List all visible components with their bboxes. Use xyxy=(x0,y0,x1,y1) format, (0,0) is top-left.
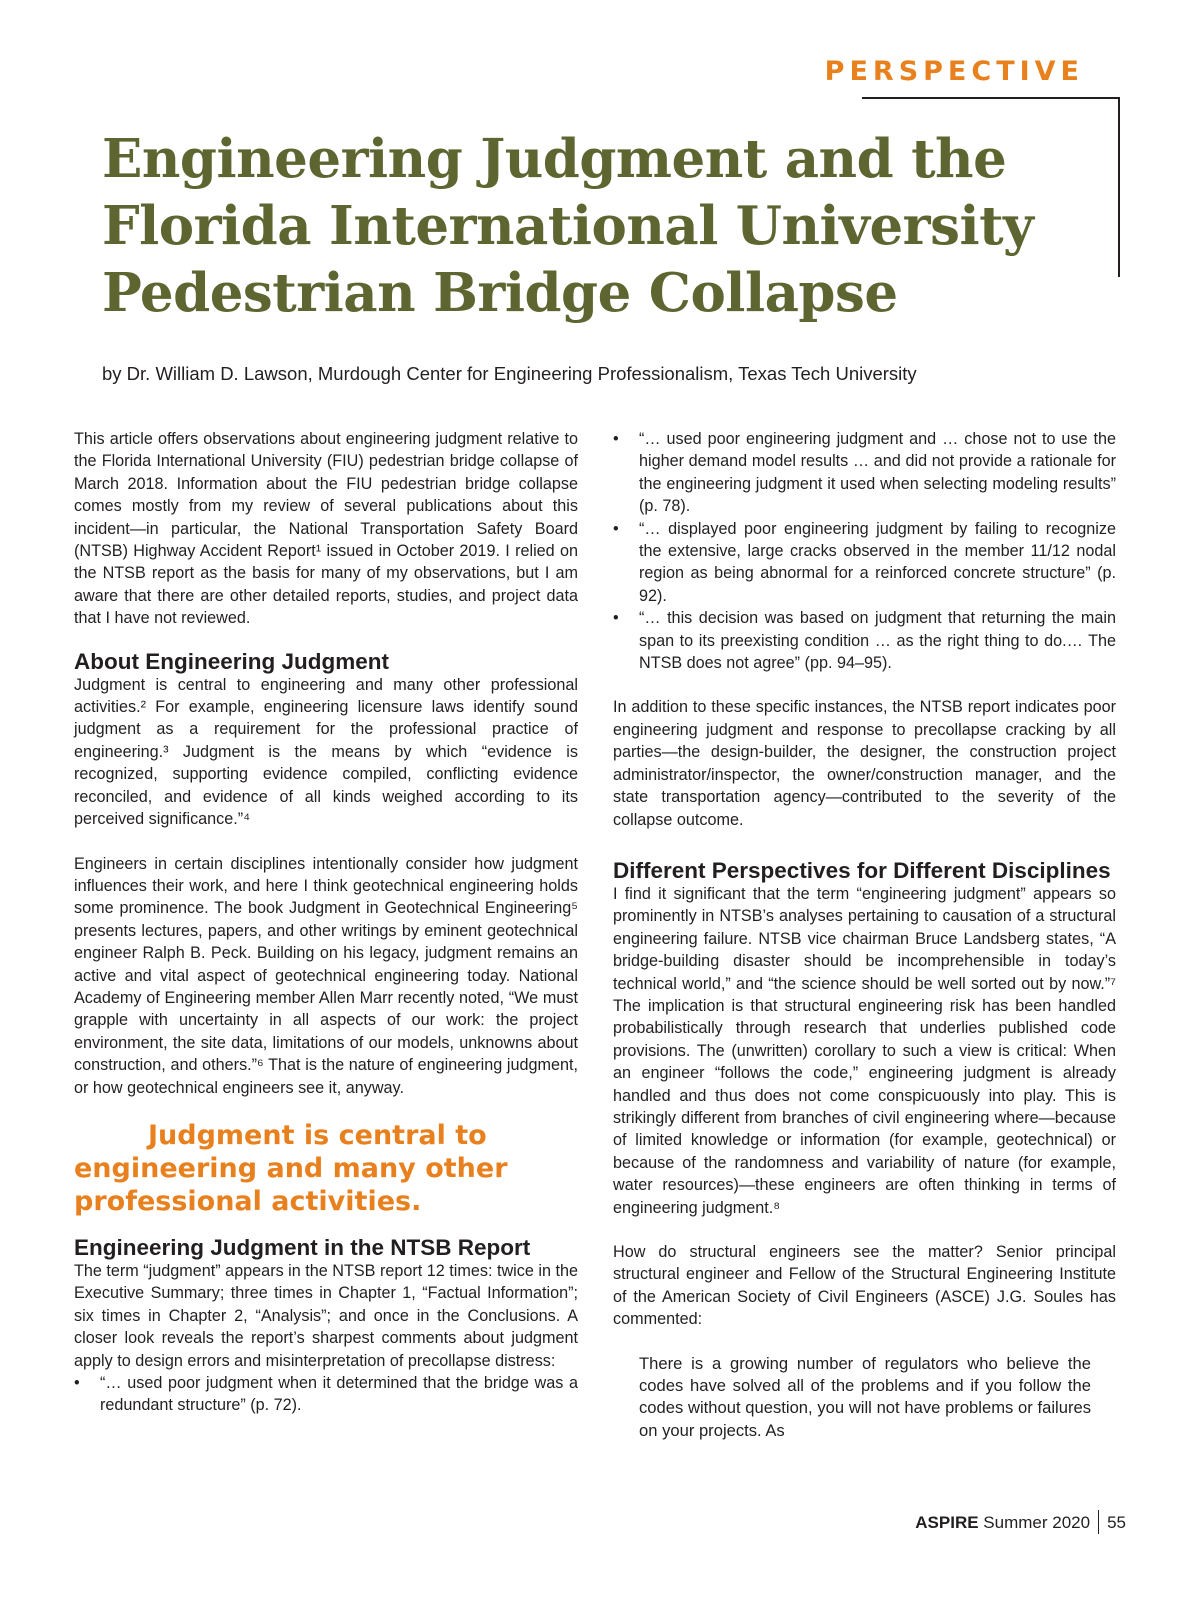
about-paragraph-1: Judgment is central to engineering and many other professional activities.² For example, engineering licensure laws identify sound judgment as a requirement for the professional practice of engineering.³ Judgment is the means by which “evidence is recognized, supporting evidence compiled, conflicting evidence reconciled, and evidence of all kinds weighed according to its perceived significance.”⁴ xyxy=(74,675,578,829)
page-footer xyxy=(915,1510,1126,1534)
list-item: • “… this decision was based on judgment that returning the main span to its preexisting condition … as the right thing to do.… The NTSB does not agree” (pp. 94–95). xyxy=(613,609,1116,673)
bullet-icon: • xyxy=(74,1374,80,1392)
ntsb-paragraph-1: The term “judgment” appears in the NTSB report 12 times: twice in the Executive Summary; three times in Chapter 1, “Factual Information”; six times in Chapter 2, “Analysis”; and once in the Conclusions. A closer look reveals the report’s sharpest comments about judgment apply to design errors and misinterpretation of precollapse distress: xyxy=(74,1261,578,1370)
ntsb-paragraph-2: In addition to these specific instances, the NTSB report indicates poor engineering judgment and response to precollapse cracking by all parties—the design-builder, the designer, the construction project administrator/inspector, the owner/construction manager, and the state transportation agency—contributed to the severity of the collapse outcome. xyxy=(613,698,1116,829)
bullet-icon: • xyxy=(613,519,619,538)
heading-ntsb-report: Engineering Judgment in the NTSB Report xyxy=(74,1234,531,1260)
pull-quote-text: Judgment is central to engineering and many other professional activities. xyxy=(74,1119,508,1217)
article-title: Engineering Judgment and the Florida International University Pedestrian Bridge Collapse xyxy=(102,128,1034,324)
bullet-icon: • xyxy=(613,609,619,628)
right-bullet-list xyxy=(613,428,1116,674)
byline: by Dr. William D. Lawson, Murdough Center for Engineering Professionalism, Texas Tech University xyxy=(102,363,917,384)
issue-label: Summer 2020 xyxy=(983,1513,1091,1532)
footer-divider xyxy=(1098,1510,1099,1534)
block-quote: There is a growing number of regulators who believe the codes have solved all of the problems and if you follow the codes without question, you will not have problems or failures on your projects. As xyxy=(639,1353,1091,1440)
heading-different-perspectives: Different Perspectives for Different Disciplines xyxy=(613,857,1111,883)
right-column xyxy=(613,428,1116,1442)
left-column xyxy=(74,428,578,1417)
heading-about-engineering-judgment: About Engineering Judgment xyxy=(74,648,389,674)
list-item: • “… displayed poor engineering judgment by failing to recognize the extensive, large cracks observed in the member 11/12 nodal region as being abnormal for a reinforced concrete structure” (p. 92). xyxy=(613,519,1116,605)
about-paragraph-2: Engineers in certain disciplines intentionally consider how judgment influences their work, and here I think geotechnical engineering holds some prominence. The book Judgment in Geotechnical Engineering⁵ presents lectures, papers, and other writings by eminent geotechnical engineer Ralph B. Peck. Building on his legacy, judgment remains an active and vital aspect of geotechnical engineering today. National Academy of Engineering member Allen Marr recently noted, “We must grapple with uncertainty in all aspects of our work: the project environment, the site data, limitations of our models, unknowns about construction, and others.”⁶ That is the nature of engineering judgment, or how geotechnical engineers see it, anyway. xyxy=(74,854,578,1097)
list-item: • “… used poor judgment when it determined that the bridge was a redundant structure” (p. 72). xyxy=(74,1374,578,1415)
section-tag: PERSPECTIVE xyxy=(824,56,1084,87)
pull-quote xyxy=(74,1119,578,1218)
bullet-icon: • xyxy=(613,430,619,448)
perspectives-paragraph-1: I find it significant that the term “engineering judgment” appears so prominently in NTSB’s analyses pertaining to causation of a structural engineering failure. NTSB vice chairman Bruce Landsberg states, “A bridge-building disaster should be incomprehensible in today’s technical world,” and “the science should be well sorted out by now.”⁷ The implication is that structural engineering risk has been handled probabilistically through research that underlies published code provisions. The (unwritten) corollary to such a view is critical: When an engineer “follows the code,” engineering judgment is already handled and thus does not come conspicuously into play. This is strikingly different from branches of civil engineering where—because of limited knowledge or information (for example, geotechnical) or because of the randomness and variability of nature (for example, water resources)—these engineers are often thinking in terms of engineering judgment.⁸ xyxy=(613,884,1116,1217)
magazine-name: ASPIRE xyxy=(915,1513,979,1532)
list-item: • “… used poor engineering judgment and … chose not to use the higher demand model results … and did not provide a rationale for the engineering judgment it used when selecting modeling results” (p. 78). xyxy=(613,430,1116,516)
perspectives-paragraph-2: How do structural engineers see the matter? Senior principal structural engineer and Fellow of the Structural Engineering Institute of the American Society of Civil Engineers (ASCE) J.G. Soules has commented: xyxy=(613,1243,1116,1329)
header-rule-vertical xyxy=(1118,97,1120,277)
intro-paragraph: This article offers observations about engineering judgment relative to the Florida International University (FIU) pedestrian bridge collapse of March 2018. Information about the FIU pedestrian bridge collapse comes mostly from my review of several publications about this incident—in particular, the National Transportation Safety Board (NTSB) Highway Accident Report¹ issued in October 2019. I relied on the NTSB report as the basis for many of my observations, but I am aware that there are other detailed reports, studies, and project data that I have not reviewed. xyxy=(74,430,578,628)
header-rule-horizontal xyxy=(862,97,1120,99)
pull-quote-block xyxy=(74,1119,578,1218)
page-number: 55 xyxy=(1107,1513,1126,1532)
left-bullet-list xyxy=(74,1372,578,1417)
